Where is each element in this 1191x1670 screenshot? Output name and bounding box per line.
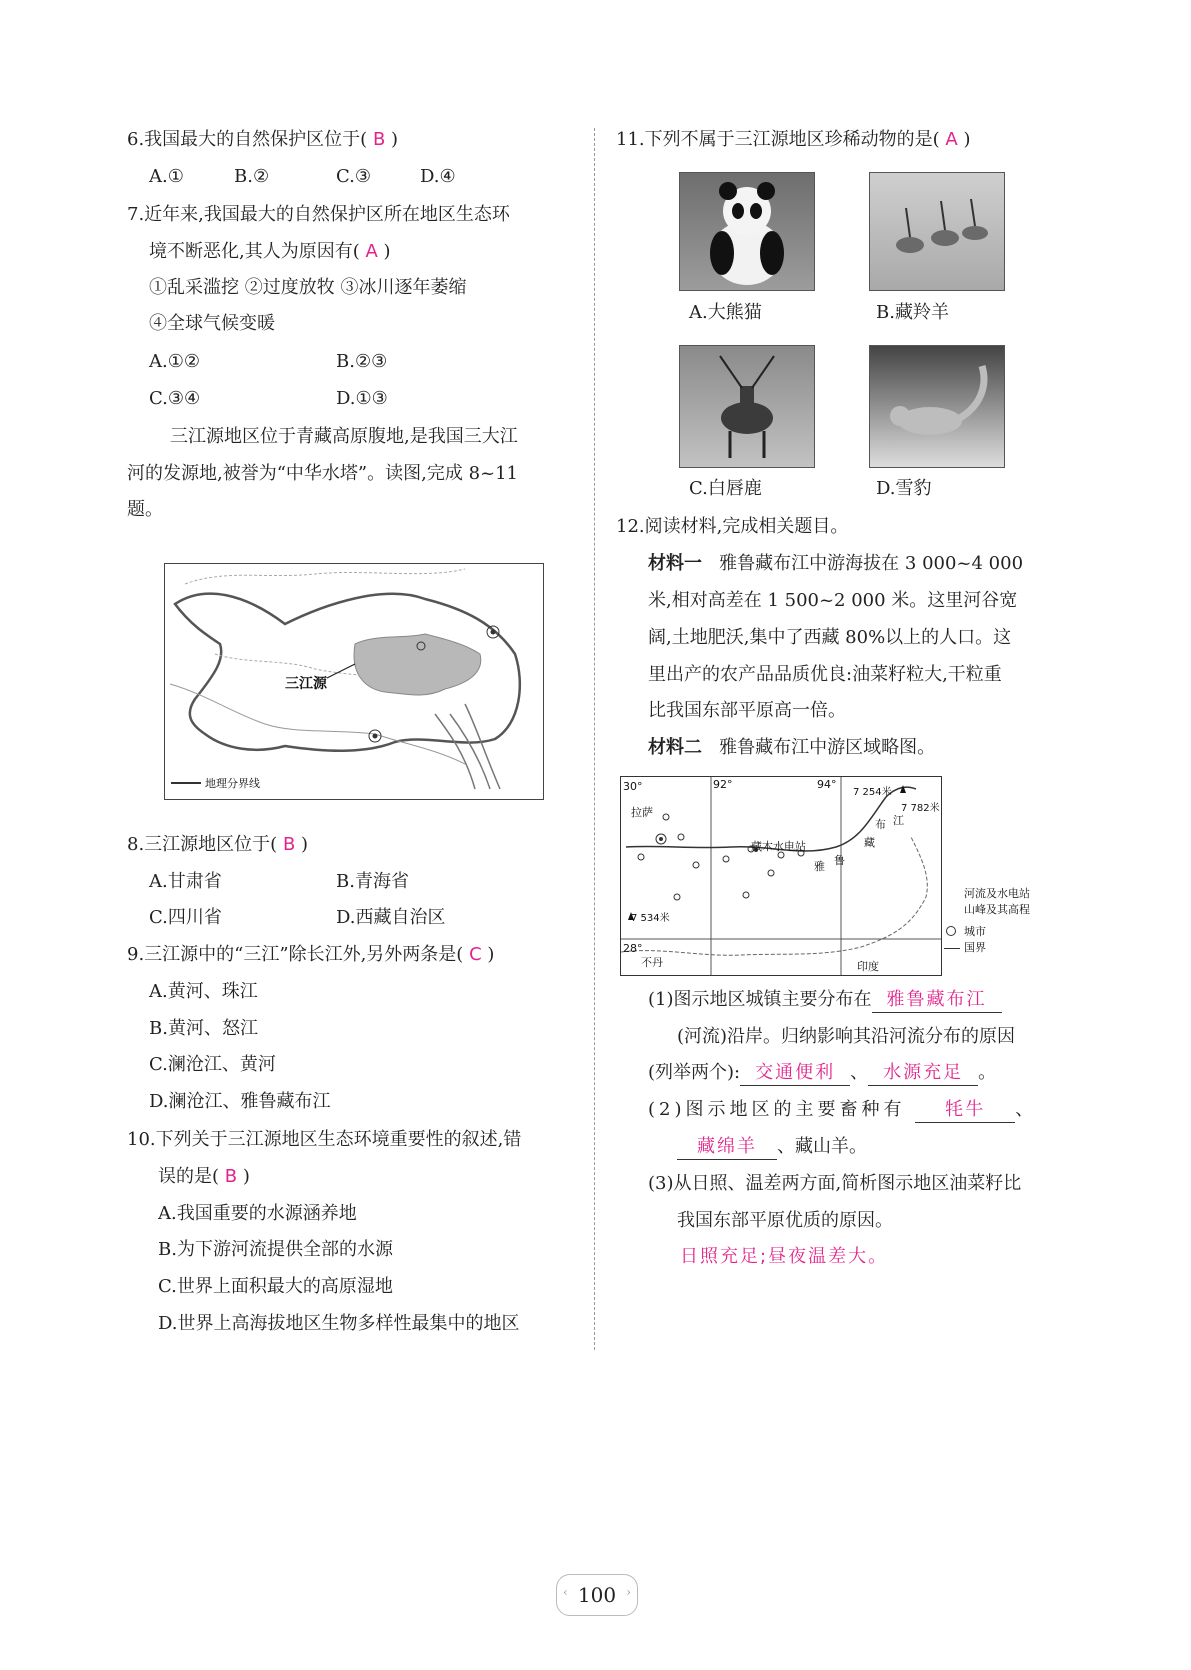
q9-stem: 9.三江源中的“三江”除长江外,另外两条是( C ) bbox=[127, 944, 495, 965]
map2-peak3: 7 534米 bbox=[631, 913, 670, 924]
q10-option-c: C.世界上面积最大的高原湿地 bbox=[158, 1276, 393, 1297]
map2-legend4: 国界 bbox=[964, 941, 986, 954]
map2-lhasa: 拉萨 bbox=[631, 806, 653, 819]
map2-river5: 江 bbox=[893, 814, 904, 827]
antelope-drawing bbox=[870, 173, 1004, 290]
leopard-drawing bbox=[870, 346, 1004, 467]
caption-antelope: B.藏羚羊 bbox=[876, 302, 949, 323]
sanjiangyuan-map-svg bbox=[165, 564, 543, 799]
q9-option-b: B.黄河、怒江 bbox=[149, 1018, 258, 1039]
map2-peak2: 7 782米 bbox=[901, 803, 940, 814]
deer-drawing bbox=[680, 346, 814, 467]
q8-option-c: C.四川省 bbox=[149, 907, 222, 928]
q6-option-d: D.④ bbox=[420, 166, 456, 187]
map2-legend1: 河流及水电站 bbox=[964, 887, 1030, 900]
q7-line1: 7.近年来,我国最大的自然保护区所在地区生态环 bbox=[127, 204, 510, 225]
yarlung-map bbox=[620, 776, 942, 976]
q9-option-a: A.黄河、珠江 bbox=[149, 981, 258, 1002]
border-legend-line bbox=[944, 948, 960, 949]
q7-option-b: B.②③ bbox=[336, 351, 388, 372]
q6-option-b: B.② bbox=[234, 166, 270, 187]
map2-peak1: 7 254米 bbox=[853, 787, 892, 798]
q7-line2: 境不断恶化,其人为原因有( A ) bbox=[149, 241, 391, 262]
sub1-answer-blank2[interactable]: 交通便利 bbox=[740, 1061, 850, 1086]
q7-option-d: D.①③ bbox=[336, 388, 388, 409]
sanjiangyuan-label: 三江源 bbox=[285, 676, 327, 692]
map2-bhutan: 不丹 bbox=[641, 956, 663, 969]
q12-m1-line2: 米,相对高差在 1 500~2 000 米。这里河谷宽 bbox=[648, 590, 1018, 611]
q12-m1-line4: 里出产的农产品品质优良:油菜籽粒大,干粒重 bbox=[648, 664, 1002, 685]
map2-lat28: 28° bbox=[623, 942, 643, 955]
map2-river3: 藏 bbox=[864, 836, 875, 849]
map2-legend3: 城市 bbox=[964, 925, 986, 938]
map2-river4: 布 bbox=[875, 818, 886, 831]
caption-deer: C.白唇鹿 bbox=[689, 478, 762, 499]
q9-option-c: C.澜沧江、黄河 bbox=[149, 1054, 276, 1075]
antelope-photo bbox=[869, 172, 1005, 291]
map2-legend bbox=[944, 884, 1064, 964]
q7-items2: ④全球气候变暖 bbox=[149, 313, 275, 334]
q12-m2: 材料二 雅鲁藏布江中游区域略图。 bbox=[648, 737, 936, 758]
map2-legend2: 山峰及其高程 bbox=[964, 903, 1030, 916]
passage-line3: 题。 bbox=[127, 499, 163, 520]
map2-india: 印度 bbox=[857, 960, 879, 973]
page-number: 100 bbox=[577, 1583, 617, 1607]
map2-lon92: 92° bbox=[713, 778, 733, 791]
passage-line2: 河的发源地,被誉为“中华水塔”。读图,完成 8~11 bbox=[127, 463, 519, 484]
q12-sub1-line3: (列举两个): 交通便利 、 水源充足 。 bbox=[648, 1061, 996, 1086]
q10-option-b: B.为下游河流提供全部的水源 bbox=[158, 1239, 393, 1260]
q9-answer: C bbox=[469, 944, 482, 965]
q10-answer: B bbox=[224, 1166, 238, 1187]
yarlung-map-svg bbox=[621, 777, 941, 975]
q6-answer: B bbox=[372, 129, 386, 150]
q12-sub2-line1: (2)图示地区的主要畜种有 牦牛 、 bbox=[648, 1098, 1037, 1123]
q11-stem: 11.下列不属于三江源地区珍稀动物的是( A ) bbox=[616, 129, 971, 150]
q8-option-a: A.甘肃省 bbox=[149, 871, 222, 892]
q10-option-a: A.我国重要的水源涵养地 bbox=[158, 1203, 357, 1224]
sub1-answer-blank[interactable]: 雅鲁藏布江 bbox=[872, 988, 1002, 1013]
q6-option-a: A.① bbox=[149, 166, 184, 187]
sub2-answer-blank2[interactable]: 藏绵羊 bbox=[677, 1135, 777, 1160]
q8-option-b: B.青海省 bbox=[336, 871, 409, 892]
leopard-photo bbox=[869, 345, 1005, 468]
q8-answer: B bbox=[282, 834, 296, 855]
q8-stem: 8.三江源地区位于( B ) bbox=[127, 834, 309, 855]
q7-items: ①乱采滥挖 ②过度放牧 ③冰川逐年萎缩 bbox=[149, 277, 467, 298]
sub1-answer-blank3[interactable]: 水源充足 bbox=[868, 1061, 978, 1086]
map2-station: 藏木水电站 bbox=[751, 840, 806, 853]
sub2-answer-blank1[interactable]: 牦牛 bbox=[915, 1098, 1015, 1123]
q12-stem: 12.阅读材料,完成相关题目。 bbox=[616, 516, 849, 537]
q12-sub3-answer: 日照充足;昼夜温差大。 bbox=[680, 1246, 889, 1267]
q9-option-d: D.澜沧江、雅鲁藏布江 bbox=[149, 1091, 331, 1112]
map2-river2: 鲁 bbox=[834, 854, 845, 867]
q12-sub1-line2: (河流)沿岸。归纳影响其沿河流分布的原因 bbox=[677, 1026, 1016, 1047]
chevron-left-icon: ‹ bbox=[563, 1585, 568, 1599]
map2-lat30: 30° bbox=[623, 780, 643, 793]
city-legend-icon bbox=[946, 926, 956, 936]
chevron-right-icon: › bbox=[626, 1585, 631, 1599]
q11-answer: A bbox=[945, 129, 958, 150]
map2-river1: 雅 bbox=[814, 860, 825, 873]
q12-m1-line3: 阔,土地肥沃,集中了西藏 80%以上的人口。这 bbox=[648, 627, 1012, 648]
map1-legend: 地理分界线 bbox=[205, 777, 260, 790]
q7-option-c: C.③④ bbox=[149, 388, 201, 409]
q8-option-d: D.西藏自治区 bbox=[336, 907, 446, 928]
q12-sub2-line2: 藏绵羊 、藏山羊。 bbox=[677, 1135, 867, 1160]
panda-photo bbox=[679, 172, 815, 291]
panda-drawing bbox=[680, 173, 814, 290]
q12-m1-line5: 比我国东部平原高一倍。 bbox=[648, 700, 846, 721]
caption-leopard: D.雪豹 bbox=[876, 478, 932, 499]
deer-photo bbox=[679, 345, 815, 468]
q7-answer: A bbox=[365, 241, 378, 262]
page-number-badge bbox=[556, 1574, 638, 1616]
q6-option-c: C.③ bbox=[336, 166, 371, 187]
q12-sub3-line1: (3)从日照、温差两方面,简析图示地区油菜籽比 bbox=[648, 1173, 1022, 1194]
passage-line1: 三江源地区位于青藏高原腹地,是我国三大江 bbox=[170, 426, 518, 447]
q12-sub3-line2: 我国东部平原优质的原因。 bbox=[677, 1210, 893, 1231]
q12-m1-line1: 材料一 雅鲁藏布江中游海拔在 3 000~4 000 bbox=[648, 553, 1024, 574]
q6-stem: 6.我国最大的自然保护区位于( B ) bbox=[127, 129, 399, 150]
sanjiangyuan-map bbox=[164, 563, 544, 800]
q10-line2: 误的是( B ) bbox=[158, 1166, 250, 1187]
q10-option-d: D.世界上高海拔地区生物多样性最集中的地区 bbox=[158, 1313, 520, 1334]
column-divider bbox=[594, 128, 595, 1350]
q12-sub1-line1: (1)图示地区城镇主要分布在 雅鲁藏布江 bbox=[648, 988, 1002, 1013]
map2-lon94: 94° bbox=[817, 778, 837, 791]
q7-option-a: A.①② bbox=[149, 351, 200, 372]
caption-panda: A.大熊猫 bbox=[689, 302, 762, 323]
q10-line1: 10.下列关于三江源地区生态环境重要性的叙述,错 bbox=[127, 1129, 522, 1150]
